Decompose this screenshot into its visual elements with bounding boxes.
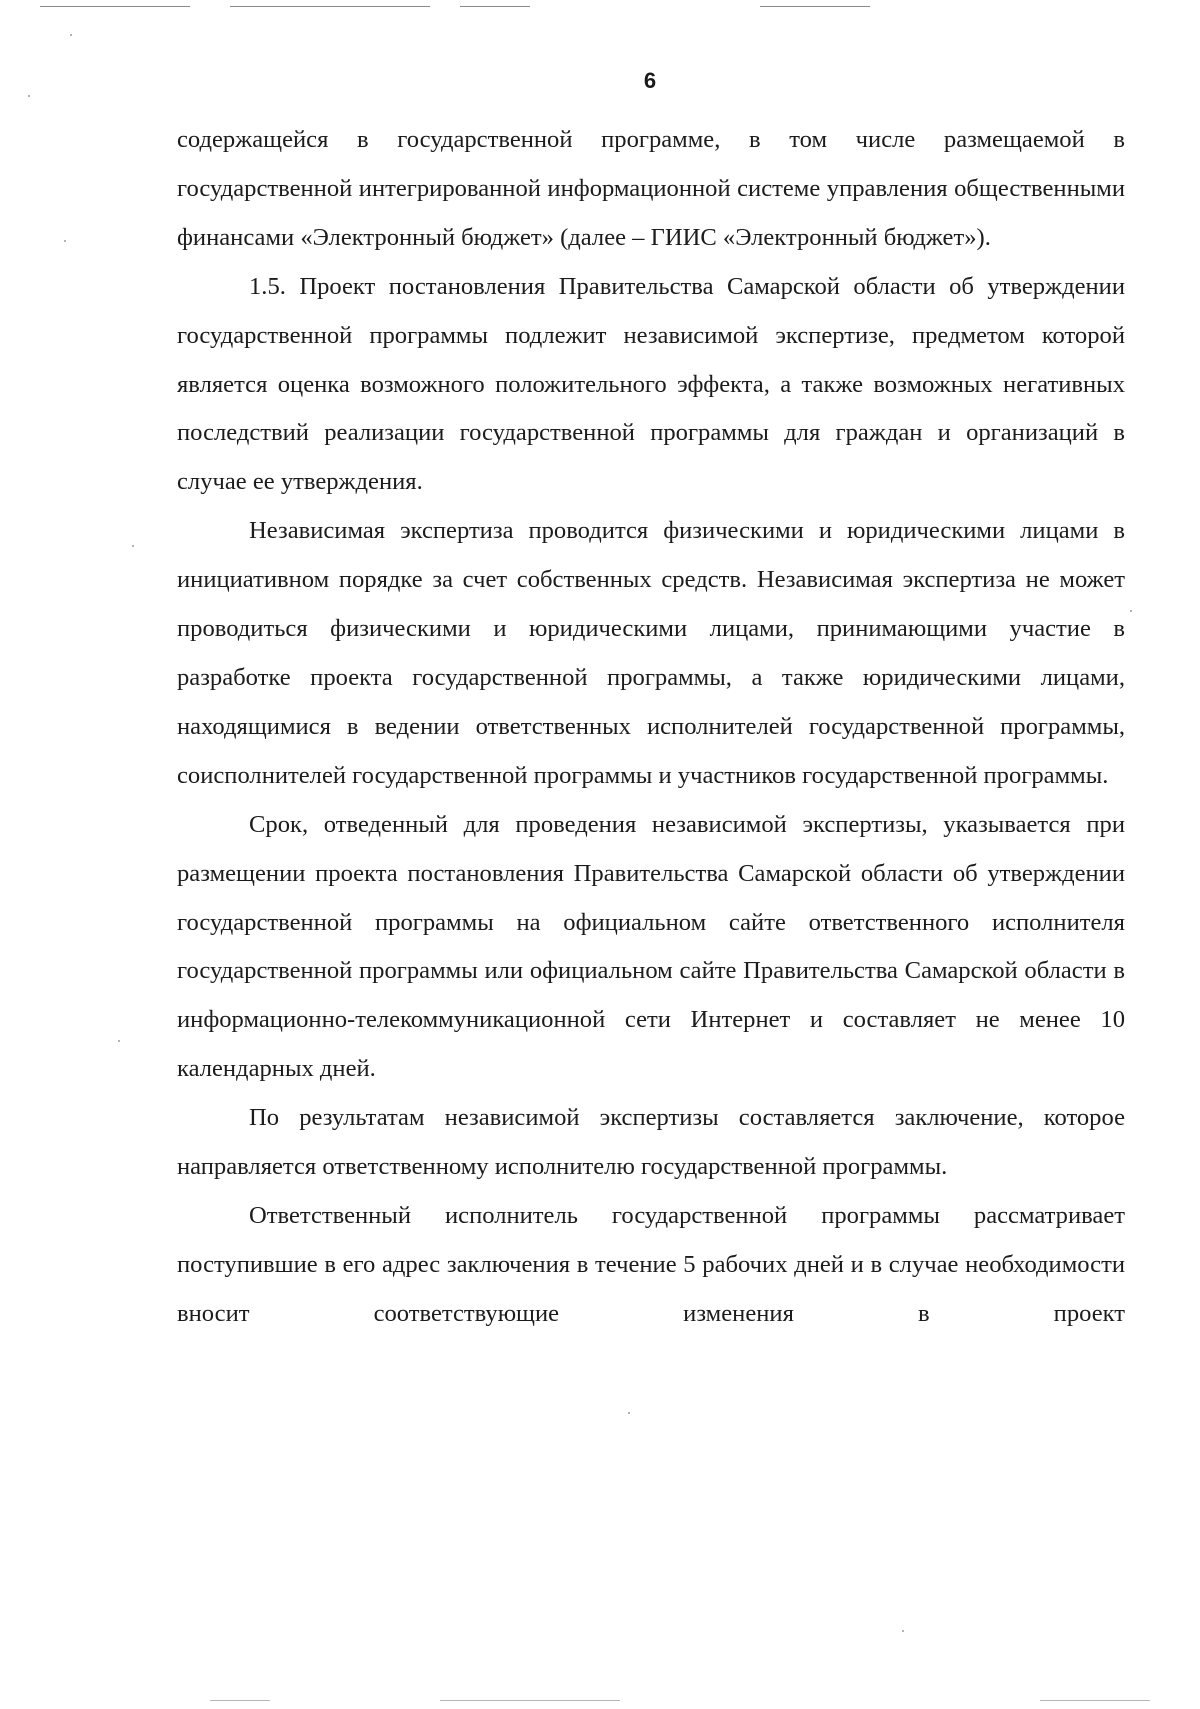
scan-bottom-dust — [1040, 1700, 1150, 1701]
scan-speck — [132, 545, 134, 547]
scan-speck — [902, 1630, 904, 1632]
paragraph-expertise-results: По результатам независимой экспертизы составляется заключение, которое направляется ответственному исполнителю государственной программы. — [177, 1104, 1125, 1181]
paragraph-continuation: содержащейся в государственной программе, в том числе размещаемой в государственной интегрированной информационной системе управления общественными финансами «Электронный бюджет» (далее – ГИИС «Электронный бюджет»). — [177, 126, 1125, 251]
scan-speck — [118, 1040, 120, 1042]
scan-speck — [1130, 610, 1132, 612]
scan-top-rule — [760, 6, 870, 7]
paragraph-expertise-term: Срок, отведенный для проведения независимой экспертизы, указывается при размещении проекта постановления Правительства Самарской области об утверждении государственной программы на официальном сайте ответственного исполнителя государственной программы или официальном сайте Правительства Самарской области в информационно-телекоммуникационной сети Интернет и составляет не менее 10 календарных дней. — [177, 810, 1125, 1083]
scan-speck — [64, 240, 66, 242]
paragraph-independent-expertise: Независимая экспертиза проводится физическими и юридическими лицами в инициативном порядке за счет собственных средств. Независимая экспертиза не может проводиться физическими и юридическими лицами, принимающими участие в разработке проекта государственной программы, а также юридическими лицами, находящимися в ведении ответственных исполнителей государственной программы, соисполнителей государственной программы и участников государственной программы. — [177, 517, 1125, 789]
scan-speck — [70, 34, 72, 36]
scan-top-rule — [230, 6, 430, 7]
scan-top-rule — [40, 6, 190, 7]
paragraph-responsible-executor: Ответственный исполнитель государственной программы рассматривает поступившие в его адрес заключения в течение 5 рабочих дней и в случае необходимости вносит соответствующие изменения в проект — [177, 1201, 1125, 1327]
scan-bottom-dust — [210, 1700, 270, 1701]
document-body — [177, 116, 1125, 1339]
scan-speck — [628, 1412, 630, 1414]
page-number: 6 — [643, 68, 657, 93]
scan-speck — [28, 95, 30, 97]
scan-top-rule — [460, 6, 530, 7]
paragraph-1-5: 1.5. Проект постановления Правительства Самарской области об утверждении государственной программы подлежит независимой экспертизе, предметом которой является оценка возможного положительного эффекта, а также возможных негативных последствий реализации государственной программы для граждан и организаций в случае ее утверждения. — [177, 272, 1125, 496]
scan-bottom-dust — [440, 1700, 620, 1701]
